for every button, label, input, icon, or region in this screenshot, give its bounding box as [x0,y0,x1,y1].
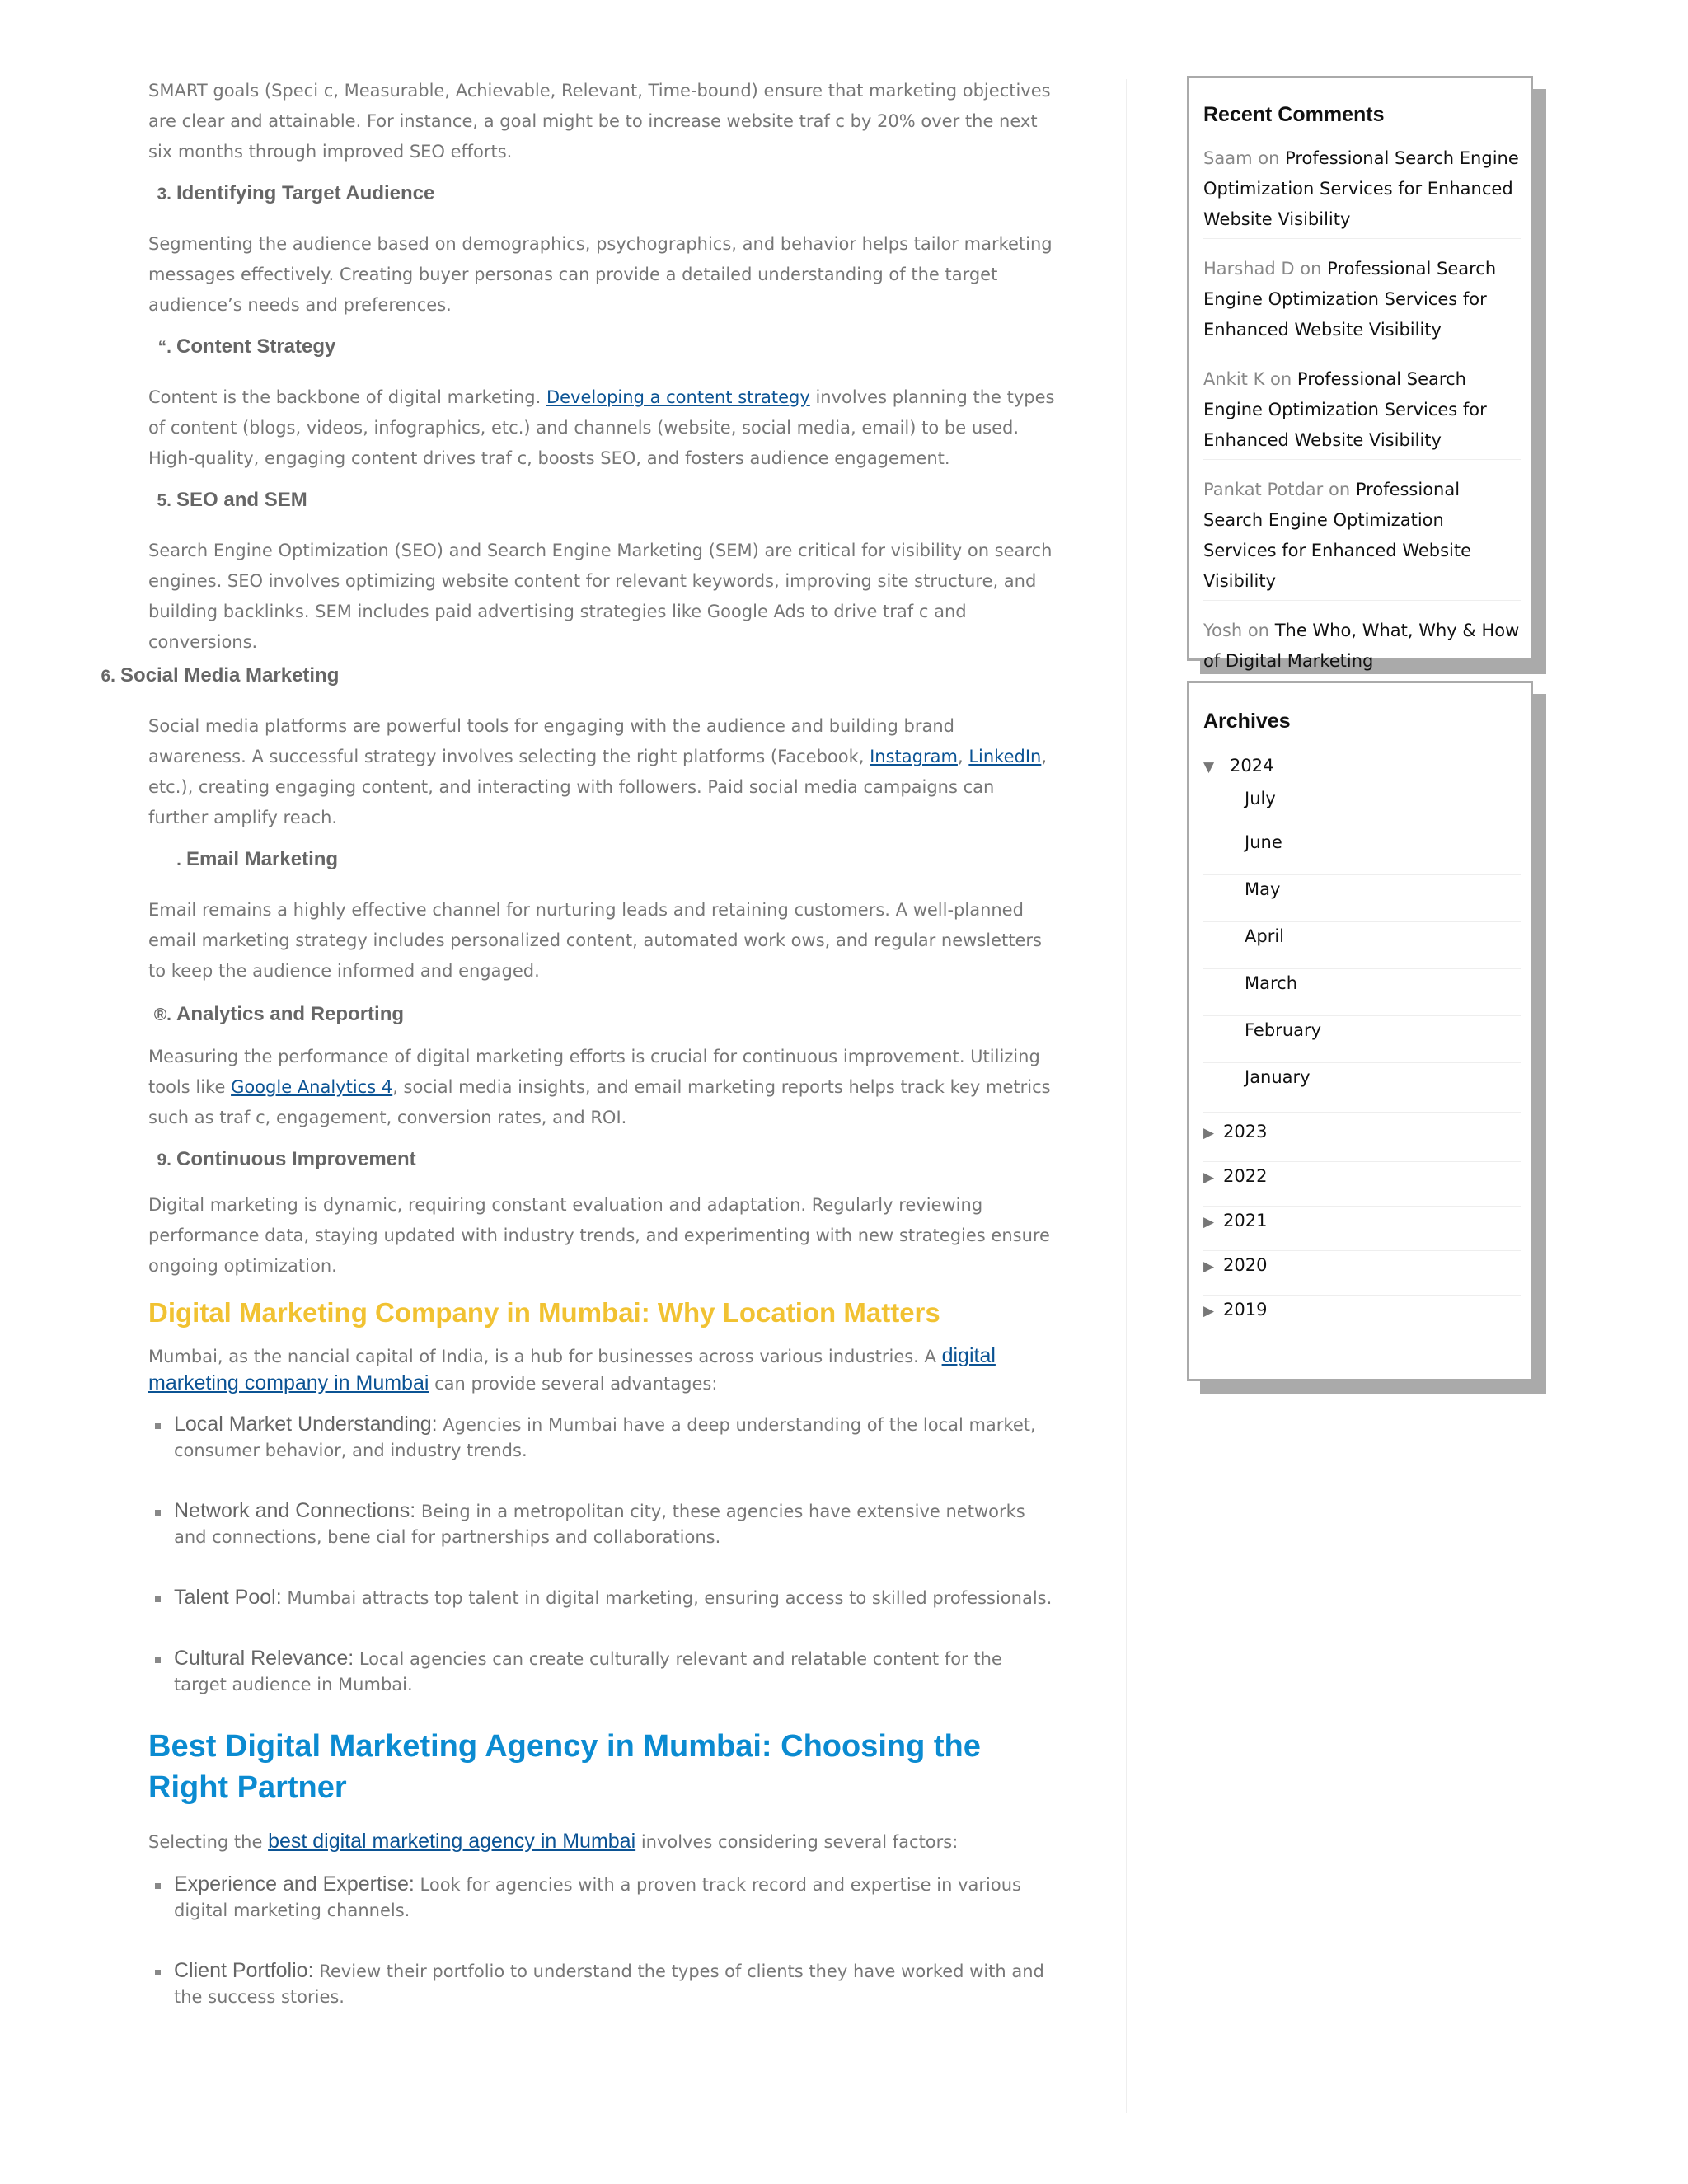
recent-comments-title: Recent Comments [1203,103,1385,126]
archive-year-2024[interactable] [1203,752,1521,785]
comment-on: on [1329,480,1351,499]
comment-item [1203,254,1521,349]
bullet-term: Local Market Understanding: [174,1413,438,1436]
section-heading-continuous-improvement [148,1146,1055,1174]
collapsed-triangle-icon[interactable]: ▶ [1203,1125,1215,1141]
bullet-icon [155,1883,161,1889]
section-text-email-marketing: Email remains a highly effective channel for nurturing leads and retaining customers. A well-planned email marketing strategy includes personalized content, automated work ows, and regular newsletters to keep the audience informed and engaged. [148,900,1042,981]
developing-content-strategy-link[interactable]: Developing a content strategy [546,387,810,407]
list-item [148,1872,1055,1924]
comment-item [1203,143,1521,239]
bullet-icon [155,1596,161,1602]
comment-on: on [1258,148,1280,168]
comment-on: on [1300,259,1322,279]
archive-year-2021[interactable] [1203,1207,1521,1251]
bullet-text: Look for agencies with a proven track record and expertise in various digital marketing channels. [174,1875,1021,1920]
comment-on: on [1270,369,1292,389]
text: , [957,747,969,766]
section-heading-seo-sem [148,487,1055,514]
archive-month-july[interactable]: July [1245,789,1276,808]
text: Mumbai, as the nancial capital of India, is a hub for businesses across various industries. A [148,1347,942,1366]
article-body [101,76,1055,2010]
archive-year-2023[interactable] [1203,1118,1521,1162]
expanded-triangle-icon[interactable]: ▼ [1203,759,1215,776]
comment-item [1203,364,1521,460]
section-title: Content Strategy [176,335,336,358]
section-heading-social-media [99,663,1055,690]
section-number: 6. [101,667,115,686]
comment-post-link[interactable]: Professional Search Engine Optimization Services for Enhanced Website Visibility [1203,480,1472,591]
section-text-analytics [148,1042,1055,1133]
bullet-text: Agencies in Mumbai have a deep understanding of the local market, consumer behavior, and industry trends. [174,1415,1036,1460]
archive-year-label: 2020 [1223,1255,1268,1275]
linkedin-link[interactable]: LinkedIn [968,747,1042,766]
section-title: Continuous Improvement [176,1148,416,1170]
comment-author: Saam [1203,148,1253,168]
collapsed-triangle-icon[interactable]: ▶ [1203,1258,1215,1275]
archive-year-2022[interactable] [1203,1162,1521,1207]
section-number: 9. [157,1151,171,1169]
bullet-term: Experience and Expertise: [174,1872,415,1896]
bullet-text: Local agencies can create culturally relevant and relatable content for the target audience in Mumbai. [174,1649,1002,1694]
bullet-term: Talent Pool: [174,1586,282,1609]
section-title: SEO and SEM [176,489,307,511]
comment-post-link[interactable]: The Who, What, Why & How of Digital Marketing [1203,621,1520,671]
section-text-seo-sem: Search Engine Optimization (SEO) and Search Engine Marketing (SEM) are critical for visibility on search engines. SEO involves optimizing website content for relevant keywords, improving site structure, and building backlinks. SEM includes paid advertising strategies like Google Ads to drive traf c and conversions. [148,541,1053,652]
list-item [148,1958,1055,2010]
text: can provide several advantages: [429,1374,718,1394]
section-text-target-audience: Segmenting the audience based on demographics, psychographics, and behavior helps tailor marketing messages effectively. Creating buyer personas can provide a detailed understanding of the target audience’s needs and preferences. [148,234,1053,315]
bullet-text: Review their portfolio to understand the types of clients they have worked with and the success stories. [174,1961,1044,2007]
agency-intro [148,1828,1055,1855]
text: Social media platforms are powerful tools for engaging with the audience and building brand awareness. A successful strategy involves selecting the right platforms (Facebook, [148,716,954,766]
collapsed-triangle-icon[interactable]: ▶ [1203,1169,1215,1186]
column-divider [1126,79,1127,2113]
section-title: Identifying Target Audience [176,182,435,204]
text: involves considering several factors: [635,1832,959,1852]
google-analytics-link[interactable]: Google Analytics 4 [231,1077,393,1097]
archive-year-label: 2024 [1230,756,1274,776]
bullet-term: Network and Connections: [174,1499,416,1522]
section-number: . [176,851,181,869]
text: , etc.), creating engaging content, and interacting with followers. Paid social media campaigns can further amplify reach. [148,747,1048,827]
text: Measuring the performance of digital marketing efforts is crucial for continuous improvement. Utilizing tools like [148,1047,1040,1097]
section-title: Analytics and Reporting [176,1003,405,1025]
list-item [148,1412,1055,1464]
text: involves planning the types of content (blogs, videos, infographics, etc.) and channels (website, social media, email) to be used. High-quality, engaging content drives traf c, boosts SEO, and fosters audience engagement. [148,387,1055,468]
mumbai-intro [148,1343,1055,1397]
bullet-icon [155,1423,161,1429]
instagram-link[interactable]: Instagram [870,747,958,766]
section-text-content-strategy [148,382,1055,474]
archive-month-april[interactable]: April [1203,922,1521,969]
collapsed-triangle-icon[interactable]: ▶ [1203,1214,1215,1230]
comment-author: Yosh [1203,621,1243,640]
section-heading-email-marketing [148,846,1055,874]
agency-factors-list [148,1872,1055,2010]
comment-author: Ankit K [1203,369,1265,389]
archive-month-june[interactable]: June [1203,828,1521,875]
section-number: ®. [153,1005,171,1024]
text: , social media insights, and email marketing reports helps track key metrics such as traf c, engagement, conversion rates, and ROI. [148,1077,1051,1127]
text: Selecting the [148,1832,269,1852]
smart-goals-paragraph: SMART goals (Speci c, Measurable, Achievable, Relevant, Time-bound) ensure that marketing objectives are clear and attainable. For instance, a goal might be to increase website traf c by 20% over the next six months through improved SEO efforts. [148,81,1051,162]
list-item [148,1646,1055,1698]
archive-year-2020[interactable] [1203,1251,1521,1296]
comment-post-link[interactable]: Professional Search Engine Optimization Services for Enhanced Website Visibility [1203,259,1497,340]
archive-year-label: 2019 [1223,1300,1268,1319]
text: Content is the backbone of digital marketing. [148,387,546,407]
archive-year-label: 2022 [1223,1166,1268,1186]
best-agency-heading: Best Digital Marketing Agency in Mumbai: Choosing the Right Partner [148,1729,981,1805]
section-title: Social Media Marketing [120,664,340,687]
section-number: 3. [157,185,171,204]
list-item [148,1585,1055,1611]
archive-month-february[interactable]: February [1203,1016,1521,1063]
comment-author: Harshad D [1203,259,1295,279]
archive-year-label: 2023 [1223,1122,1268,1141]
bullet-term: Client Portfolio: [174,1959,314,1982]
archive-year-label: 2021 [1223,1211,1268,1230]
section-title: Email Marketing [186,848,339,870]
comment-author: Pankat Potdar [1203,480,1324,499]
recent-comments-widget [1187,76,1533,671]
digital-marketing-company-link[interactable]: digital marketing company in Mumbai [148,1344,996,1394]
bullet-icon [155,1510,161,1516]
archive-month-march[interactable]: March [1203,969,1521,1016]
bullet-icon [155,1657,161,1663]
section-heading-content-strategy [148,334,1055,361]
comment-post-link[interactable]: Professional Search Engine Optimization Services for Enhanced Website Visibility [1203,148,1519,229]
mumbai-advantages-list [148,1412,1055,1698]
section-heading-target-audience [148,180,1055,208]
bullet-term: Cultural Relevance: [174,1647,354,1670]
bullet-text: Mumbai attracts top talent in digital marketing, ensuring access to skilled professionals. [281,1588,1053,1608]
collapsed-triangle-icon[interactable]: ▶ [1203,1303,1215,1319]
comment-item [1203,475,1521,601]
comment-post-link[interactable]: Professional Search Engine Optimization Services for Enhanced Website Visibility [1203,369,1487,450]
section-text-continuous-improvement: Digital marketing is dynamic, requiring constant evaluation and adaptation. Regularly reviewing performance data, staying updated with industry trends, and experimenting with new strategies ensure ongoing optimization. [148,1195,1050,1276]
best-agency-link[interactable]: best digital marketing agency in Mumbai [268,1830,636,1853]
archive-year-2019[interactable] [1203,1296,1521,1340]
comment-on: on [1247,621,1269,640]
section-text-social-media [148,711,1055,833]
bullet-text: Being in a metropolitan city, these agencies have extensive networks and connections, bene cial for partnerships and collaborations. [174,1502,1025,1547]
list-item [148,1498,1055,1550]
section-number: “. [157,338,171,357]
comment-item [1203,616,1521,680]
archives-widget [1187,681,1533,1381]
archive-month-january[interactable]: January [1203,1063,1521,1113]
section-number: 5. [157,491,171,510]
mumbai-location-heading: Digital Marketing Company in Mumbai: Why Location Matters [148,1297,940,1328]
bullet-icon [155,1970,161,1975]
archives-title: Archives [1203,710,1291,733]
section-heading-analytics [148,1001,1055,1029]
archive-month-may[interactable]: May [1203,875,1521,922]
